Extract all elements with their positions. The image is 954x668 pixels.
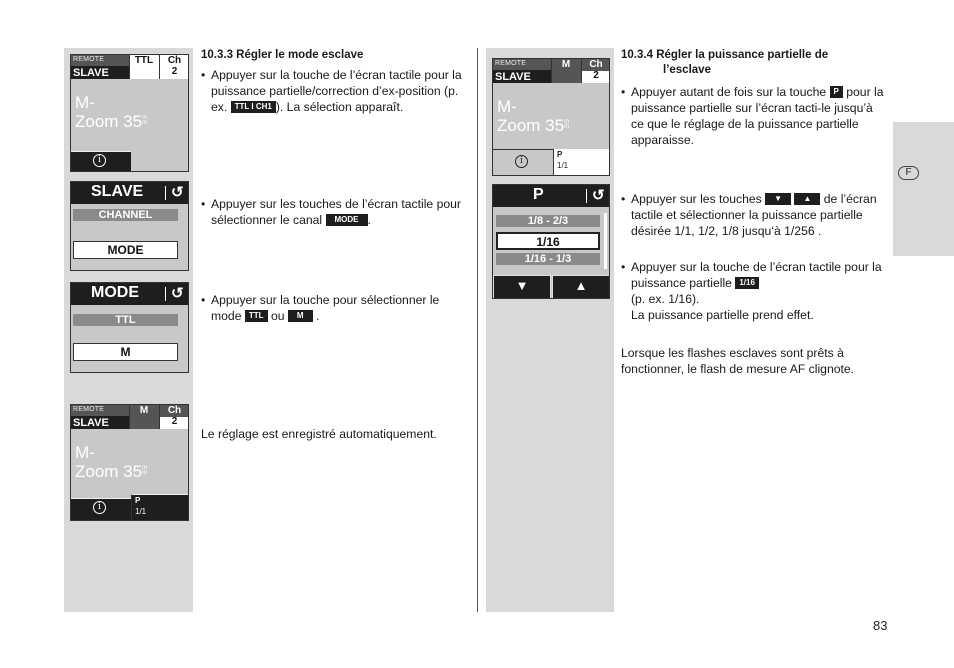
option-1-8-2-3[interactable]: 1/8 - 2/3 [496, 215, 600, 227]
slave-label: SLAVE [73, 67, 109, 79]
channel-header[interactable]: Ch [167, 55, 182, 66]
zoom-line: Zoom 35m m [75, 462, 148, 481]
tag-ttl-ch1: TTL I CH1 [231, 101, 276, 113]
language-badge: F [898, 166, 919, 180]
mode-line: M- [497, 97, 517, 116]
lcd-partial-power-menu [492, 184, 610, 299]
right-final-note: Lorsque les flashes esclaves sont prêts à fonctionner, le flash de mesure AF clignote. [621, 346, 855, 376]
channel-header[interactable]: Ch [589, 59, 603, 70]
lcd-slave-menu [70, 181, 189, 271]
up-button[interactable]: ▲ [552, 275, 610, 299]
back-icon[interactable]: ↺ [592, 187, 605, 204]
right-step-1: • Appuyer autant de fois sur la touche P pour la puissance partielle sur l’écran tacti-le jusqu’à ce que le réglage de la puissance partielle apparaisse. [621, 85, 884, 147]
info-icon: i [93, 154, 106, 167]
mode-line: M- [75, 93, 95, 112]
info-icon: i [515, 155, 528, 168]
p-label: P [135, 496, 141, 505]
zoom-line: Zoom 35m m [497, 116, 570, 135]
left-step-2: • Appuyer sur les touches de l’écran tactile pour sélectionner le canal MODE . [201, 197, 461, 227]
slave-label: SLAVE [495, 71, 531, 83]
option-1-16[interactable]: 1/16 [496, 232, 600, 250]
section-heading-10-3-4: 10.3.4 Régler la puissance partielle de l’esclave [621, 49, 829, 76]
remote-label: REMOTE [495, 60, 527, 67]
menu-title: SLAVE [91, 183, 144, 200]
menu-title: MODE [91, 284, 139, 301]
channel-value: 2 [171, 66, 178, 77]
down-button[interactable]: ▼ [493, 275, 551, 299]
mode-header[interactable]: M [561, 59, 571, 70]
info-button[interactable] [71, 151, 131, 171]
option-m[interactable]: M [73, 343, 178, 361]
remote-label: REMOTE [73, 406, 105, 413]
option-ttl[interactable]: TTL [73, 314, 178, 326]
slave-label: SLAVE [73, 417, 109, 429]
lcd-mode-menu [70, 282, 189, 373]
channel-value: 2 [171, 416, 178, 427]
partial-power-button[interactable] [553, 149, 610, 175]
zoom-line: Zoom 35m m [75, 112, 148, 131]
info-button[interactable] [493, 149, 553, 175]
option-1-16-1-3[interactable]: 1/16 - 1/3 [496, 253, 600, 265]
channel-header[interactable]: Ch [167, 405, 182, 416]
tag-m: M [288, 310, 313, 322]
lcd-screen-slave-m-right [492, 58, 610, 176]
channel-value: 2 [593, 70, 599, 81]
right-step-3: • Appuyer sur la touche de l’écran tactile pour la puissance partielle 1/16 (p. ex. 1/16). La puissance partielle prend effet. [621, 260, 882, 322]
left-step-3: • Appuyer sur la touche pour sélectionner le mode TTL ou M . [201, 293, 440, 323]
column-divider [477, 48, 478, 612]
lcd-screen-slave-m [70, 404, 189, 521]
tag-down-arrow: ▼ [765, 193, 791, 205]
mode-header[interactable]: M [139, 405, 149, 416]
p-label: P [557, 150, 563, 159]
p-value: 1/1 [557, 161, 569, 170]
tag-p: P [830, 86, 843, 98]
left-note: Le réglage est enregistré automatiquement. [201, 427, 437, 441]
ttl-header[interactable]: TTL [134, 55, 154, 66]
page-number: 83 [873, 618, 888, 633]
tag-ttl: TTL [245, 310, 268, 322]
p-value: 1/1 [135, 507, 147, 516]
info-icon: i [93, 501, 106, 514]
tag-1-16: 1/16 [735, 277, 759, 289]
back-icon[interactable]: ↺ [171, 184, 184, 201]
tag-up-arrow: ▲ [794, 193, 820, 205]
partial-power-button[interactable] [131, 494, 189, 520]
mode-line: M- [75, 443, 95, 462]
menu-title: P [533, 186, 544, 203]
right-step-2: • Appuyer sur les touches ▼ ▲ de l’écran tactile et sélectionner la puissance partielle désirée 1/1, 1/2, 1/8 jusqu‘à 1/256 . [621, 192, 877, 238]
lcd-screen-slave-ttl [70, 54, 189, 172]
tag-mode: MODE [326, 214, 368, 226]
scrollbar[interactable] [604, 213, 607, 269]
side-tab [893, 122, 954, 256]
info-button[interactable] [71, 498, 131, 520]
back-icon[interactable]: ↺ [171, 285, 184, 302]
left-step-1: • Appuyer sur la touche de l’écran tactile pour la puissance partielle/correction d’ex-position (p. ex. TTL I CH1 ). La sélection apparaît. [201, 68, 462, 114]
option-mode[interactable]: MODE [73, 241, 178, 259]
remote-label: REMOTE [73, 56, 105, 63]
section-heading-10-3-3: 10.3.3 Régler le mode esclave [201, 49, 364, 61]
option-channel[interactable]: CHANNEL [73, 209, 178, 221]
